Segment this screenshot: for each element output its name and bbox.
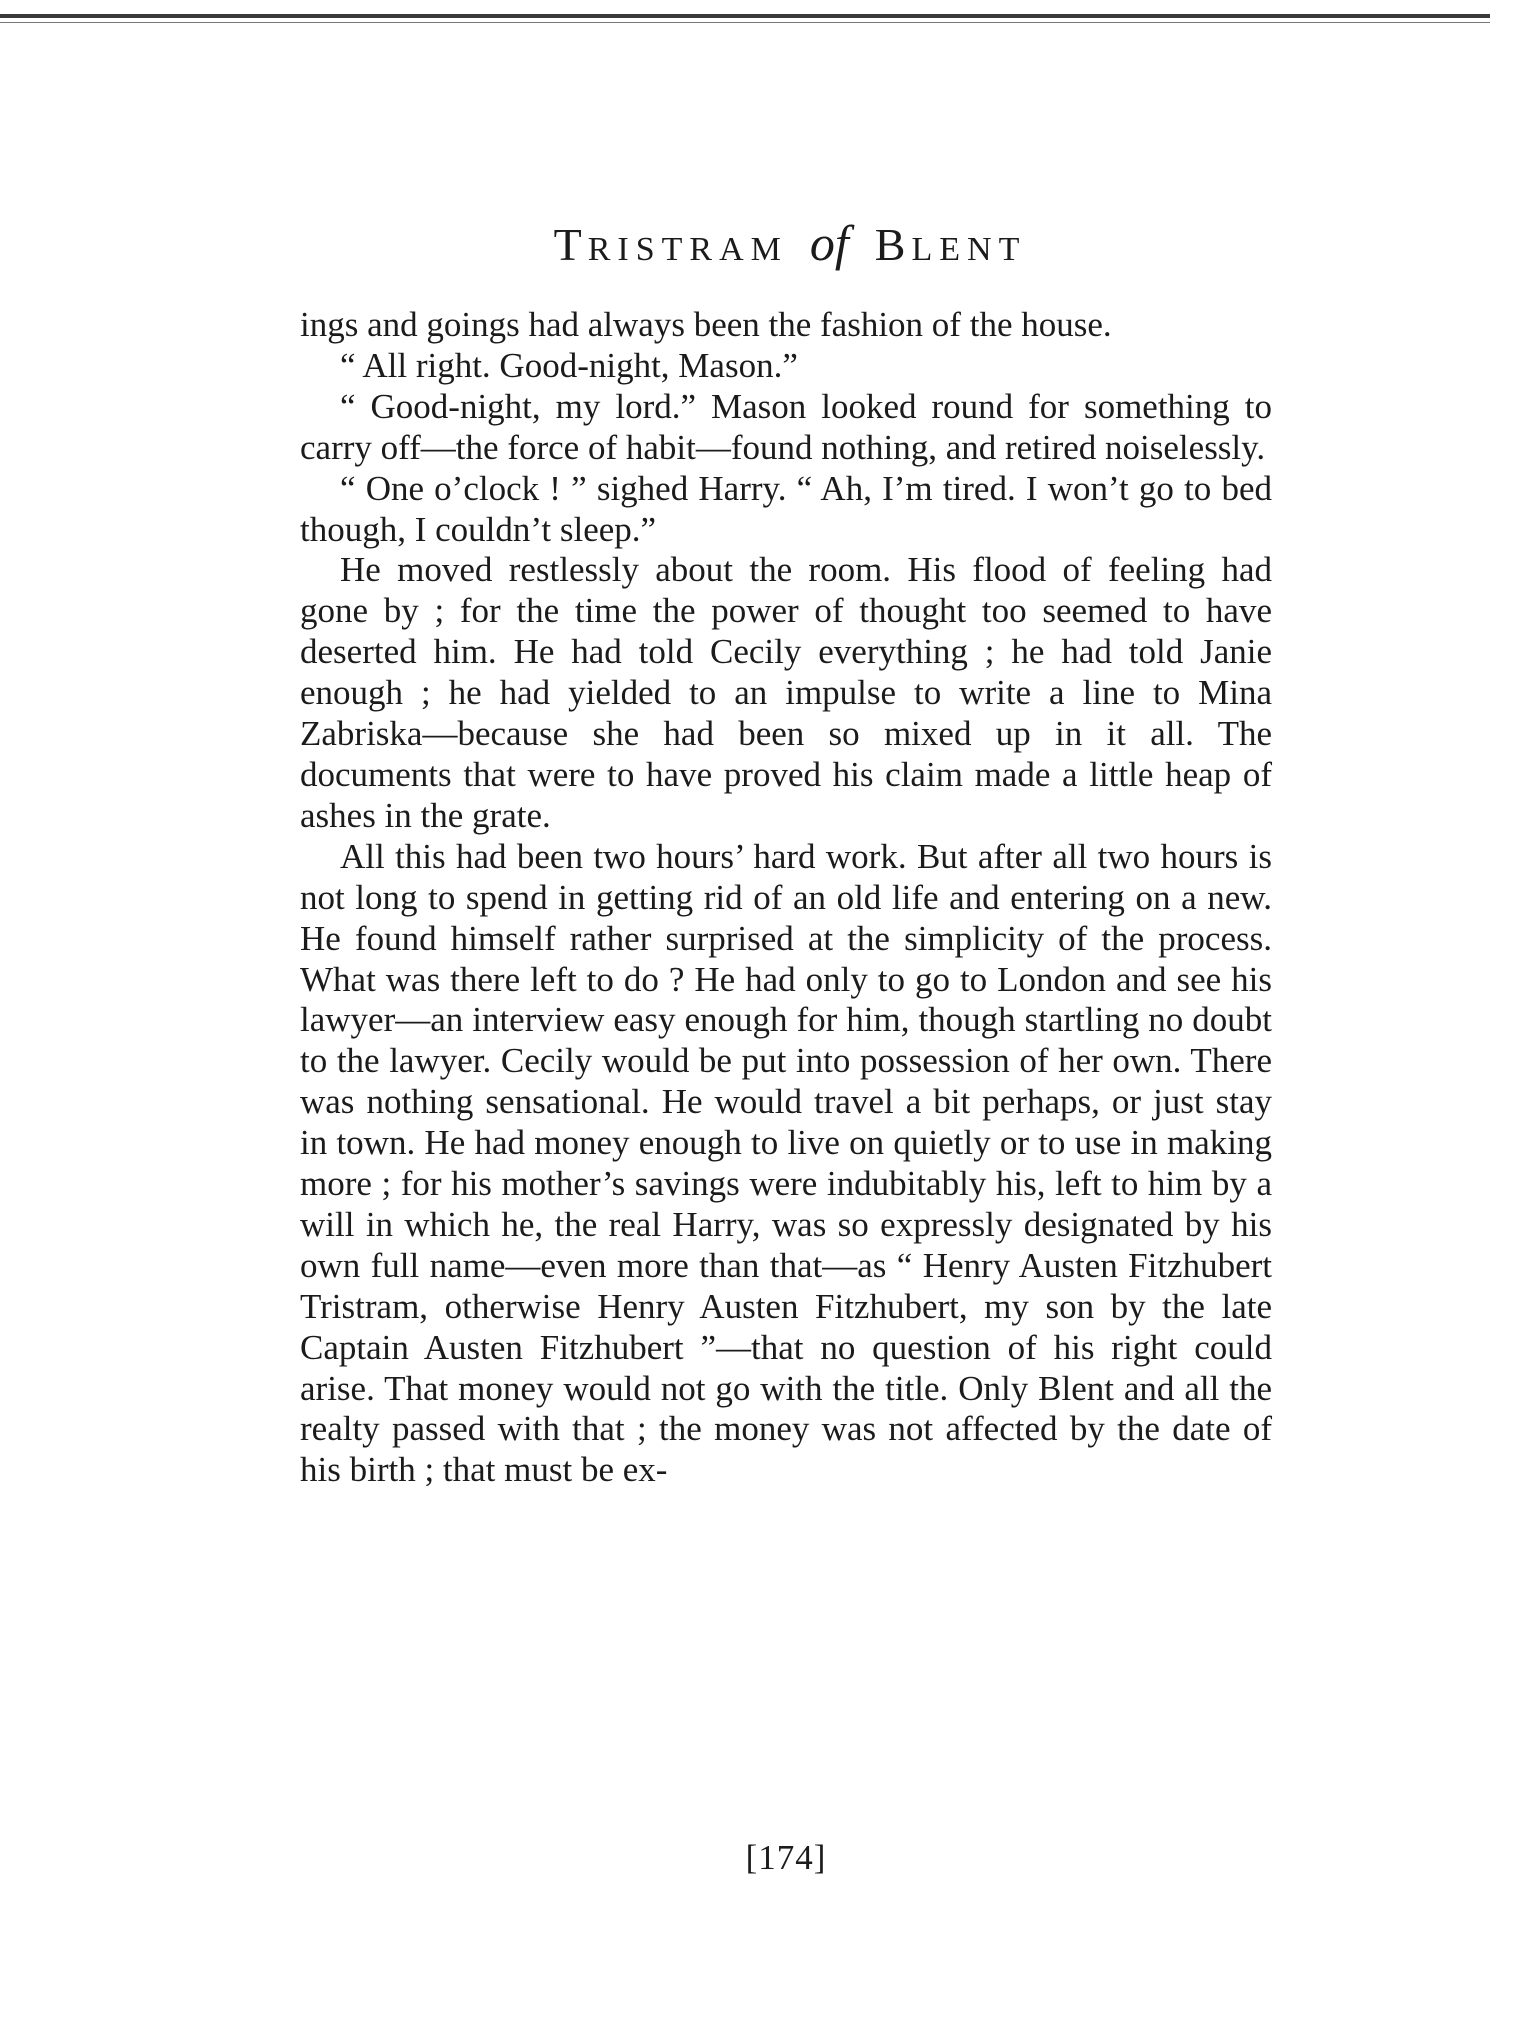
- running-head-second-initial: B: [874, 219, 912, 270]
- paragraph: All this had been two hours’ hard work. But after all two hours is not long to spend in getting rid of an old life and entering on a new. He found himself rather surprised at the simplicity of the process. What was there left to do ? He had only to go to London and see his lawyer—an interview easy enough for him, though startling no doubt to the lawyer. Cecily would be put into possession of her own. There was nothing sensational. He would travel a bit perhaps, or just stay in town. He had money enough to live on quietly or to use in making more ; for his mother’s savings were indubitably his, left to him by a will in which he, the real Harry, was so expressly designated by his own full name—even more than that—as “ Henry Austen Fitzhubert Tristram, otherwise Henry Austen Fitzhubert, my son by the late Captain Austen Fitzhubert ”—that no question of his right could arise. That money would not go with the title. Only Blent and all the realty passed with that ; the money was not affected by the date of his birth ; that must be ex-: [300, 836, 1272, 1490]
- running-head-connector: of: [809, 215, 849, 271]
- running-head-first-rest: RISTRAM: [587, 231, 788, 268]
- page-number: [174]: [745, 1838, 827, 1877]
- paragraph: “ Good-night, my lord.” Mason looked round for something to carry off—the force of habit—found nothing, and retired noiselessly.: [300, 386, 1272, 467]
- paragraph: “ All right. Good-night, Mason.”: [340, 345, 798, 385]
- top-rule-thin: [0, 22, 1490, 23]
- paragraph: ings and goings had always been the fashion of the house.: [300, 305, 1112, 344]
- running-head-second-rest: LENT: [911, 231, 1027, 268]
- top-rule: [0, 14, 1490, 18]
- paragraph: He moved restlessly about the room. His flood of feeling had gone by ; for the time the power of thought too seemed to have deserted him. He had told Cecily everything ; he had told Janie enough ; he had yielded to an impulse to write a line to Mina Zabriska—because she had been so mixed up in it all. The documents that were to have proved his claim made a little heap of ashes in the grate.: [300, 550, 1272, 835]
- paragraph: “ One o’clock ! ” sighed Harry. “ Ah, I’m tired. I won’t go to bed though, I couldn’t sleep.”: [300, 468, 1272, 549]
- running-head: [300, 213, 1280, 280]
- running-head-first-initial: T: [553, 219, 588, 270]
- body-text: [300, 305, 1272, 1491]
